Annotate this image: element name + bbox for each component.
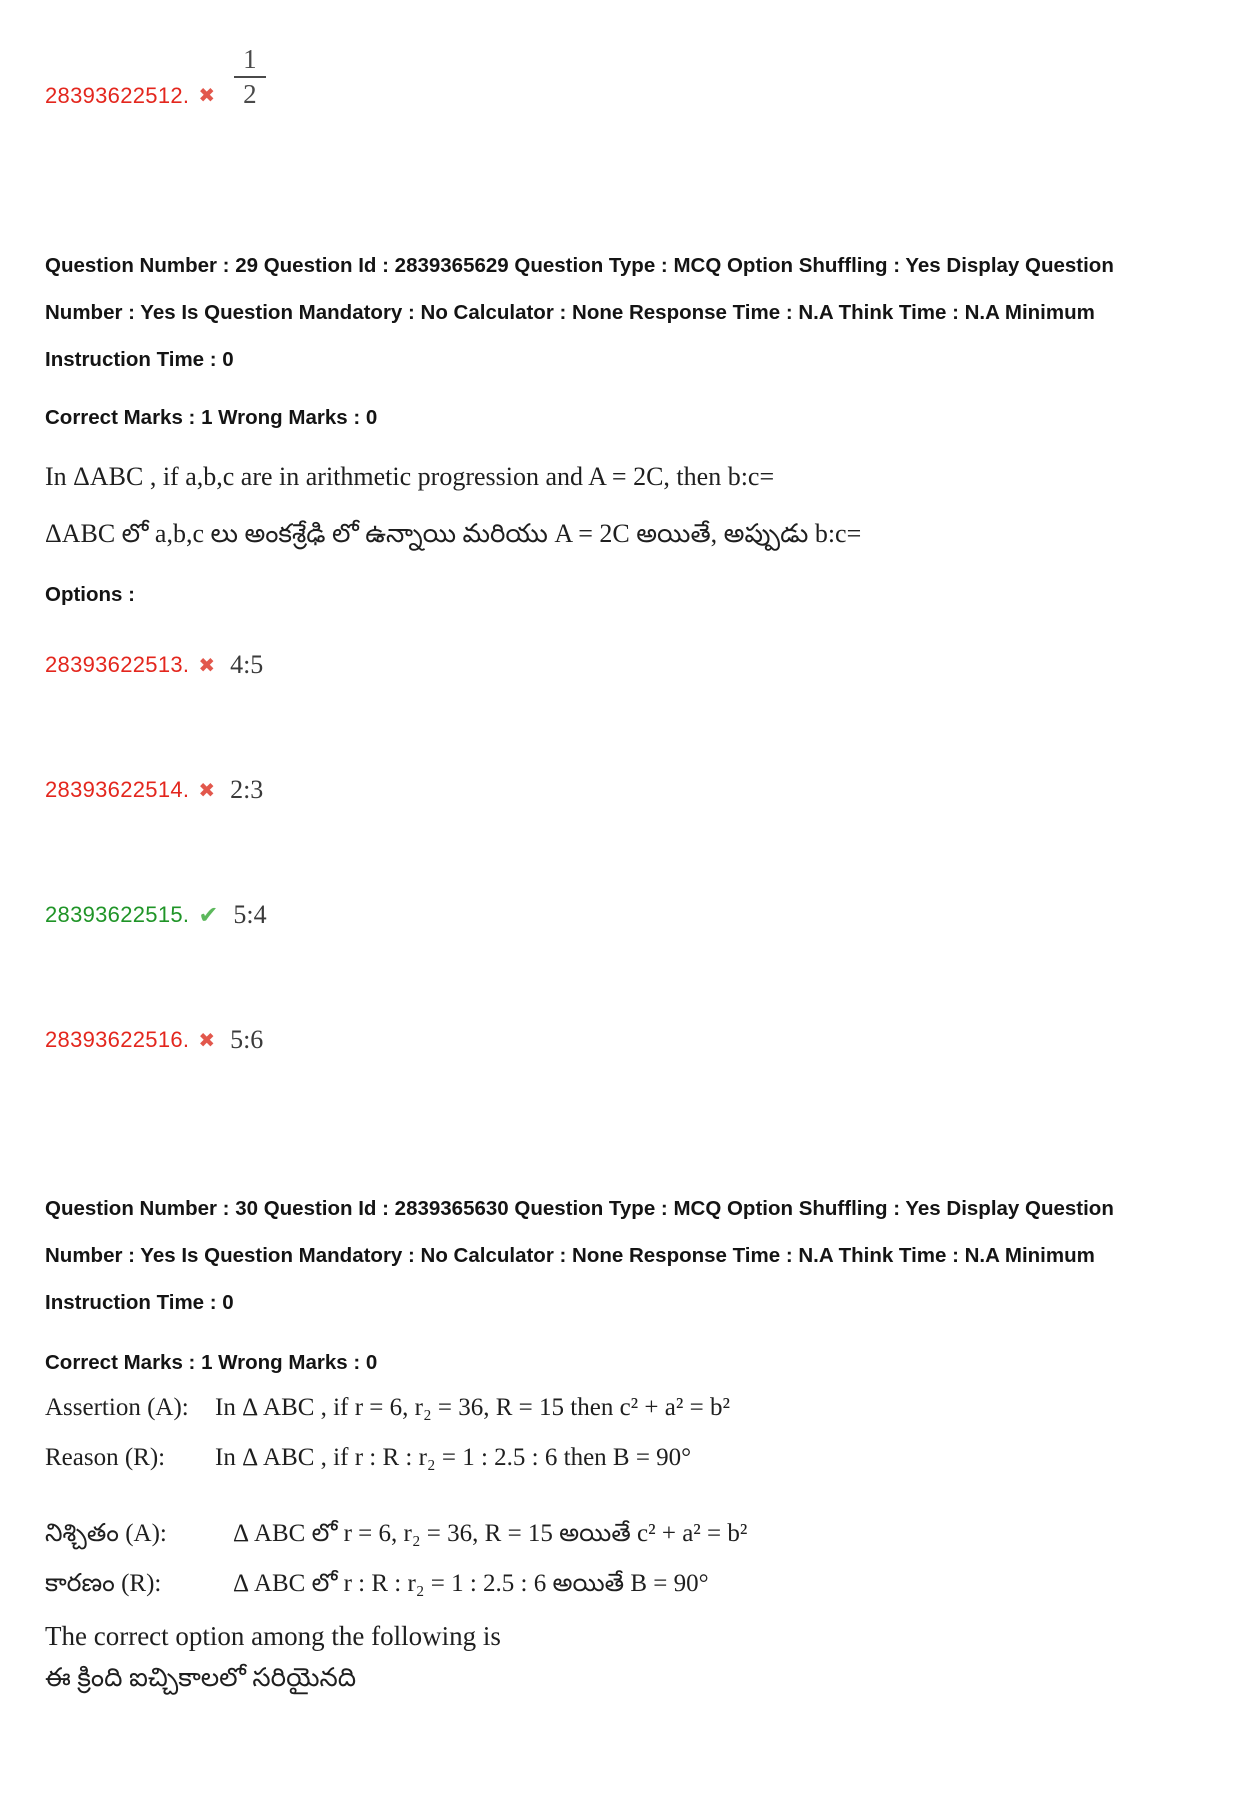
question-29-marks-line: Correct Marks : 1 Wrong Marks : 0 [45,405,378,429]
option-id: 28393622515. [45,901,190,927]
option-value: 2:3 [230,774,264,804]
option-row [45,775,1200,805]
reason-text: In Δ ABC , if r : R : r₂ = 1 : 2.5 : 6 then B = 90° [215,1443,692,1471]
option-row [45,650,1200,680]
wrong-icon: ✖ [198,777,216,802]
option-row [45,900,1200,930]
reason-telugu-label: కారణం (R): [45,1569,162,1597]
option-id: 28393622513. [45,651,190,677]
assertion-row [45,1390,1200,1426]
assertion-label: Assertion (A): [45,1393,189,1421]
wrong-icon: ✖ [198,652,216,677]
question-30-header: Question Number : 30 Question Id : 2839365630 Question Type : MCQ Option Shuffling : Yes Display Question Number : Yes Is Question Mandatory : No Calculator : None Response Time : N.A Think Time : N.A Minimum Instruction Time : 0 [45,1196,1114,1314]
question-30-footer-english: The correct option among the following is [45,1620,501,1651]
option-value: 4:5 [230,649,264,679]
option-id: 28393622516. [45,1026,190,1052]
question-29-text-telugu: ΔABC లో a,b,c లు అంకశ్రేఢి లో ఉన్నాయి మరియు A = 2C అయితే, అప్పుడు b:c= [45,518,862,548]
option-row [45,45,1200,109]
options-label: Options : [45,582,135,606]
reason-telugu-text: Δ ABC లో r : R : r₂ = 1 : 2.5 : 6 అయితే B = 90° [233,1569,709,1597]
question-30-footer-telugu: ఈ క్రింది ఐచ్చికాలలో సరియైనది [45,1662,357,1692]
reason-label: Reason (R): [45,1443,166,1471]
reason-row [45,1440,1200,1476]
option-id: 28393622512. [45,82,190,108]
option-row [45,1025,1200,1055]
question-30-marks-line: Correct Marks : 1 Wrong Marks : 0 [45,1350,378,1374]
reason-telugu-row [45,1562,1200,1606]
wrong-icon: ✖ [198,1027,216,1052]
fraction-one-half [234,45,266,109]
question-29-header: Question Number : 29 Question Id : 2839365629 Question Type : MCQ Option Shuffling : Yes Display Question Number : Yes Is Question Mandatory : No Calculator : None Response Time : N.A Think Time : N.A Minimum Instruction Time : 0 [45,253,1114,371]
assertion-text: In Δ ABC , if r = 6, r₂ = 36, R = 15 then c² + a² = b² [215,1393,730,1421]
assertion-telugu-text: Δ ABC లో r = 6, r₂ = 36, R = 15 అయితే c² + a² = b² [233,1519,748,1547]
option-value: 5:4 [233,899,267,929]
correct-icon: ✔ [198,900,219,929]
option-value: 5:6 [230,1024,264,1054]
answer-key-page [0,45,1240,1698]
option-id: 28393622514. [45,776,190,802]
wrong-icon: ✖ [198,82,216,107]
fraction-denominator: 2 [243,79,257,110]
question-29-text-english: In ΔABC , if a,b,c are in arithmetic progression and A = 2C, then b:c= [45,461,775,491]
assertion-telugu-row [45,1512,1200,1556]
fraction-numerator: 1 [234,45,266,78]
assertion-telugu-label: నిశ్చితం (A): [45,1519,167,1547]
